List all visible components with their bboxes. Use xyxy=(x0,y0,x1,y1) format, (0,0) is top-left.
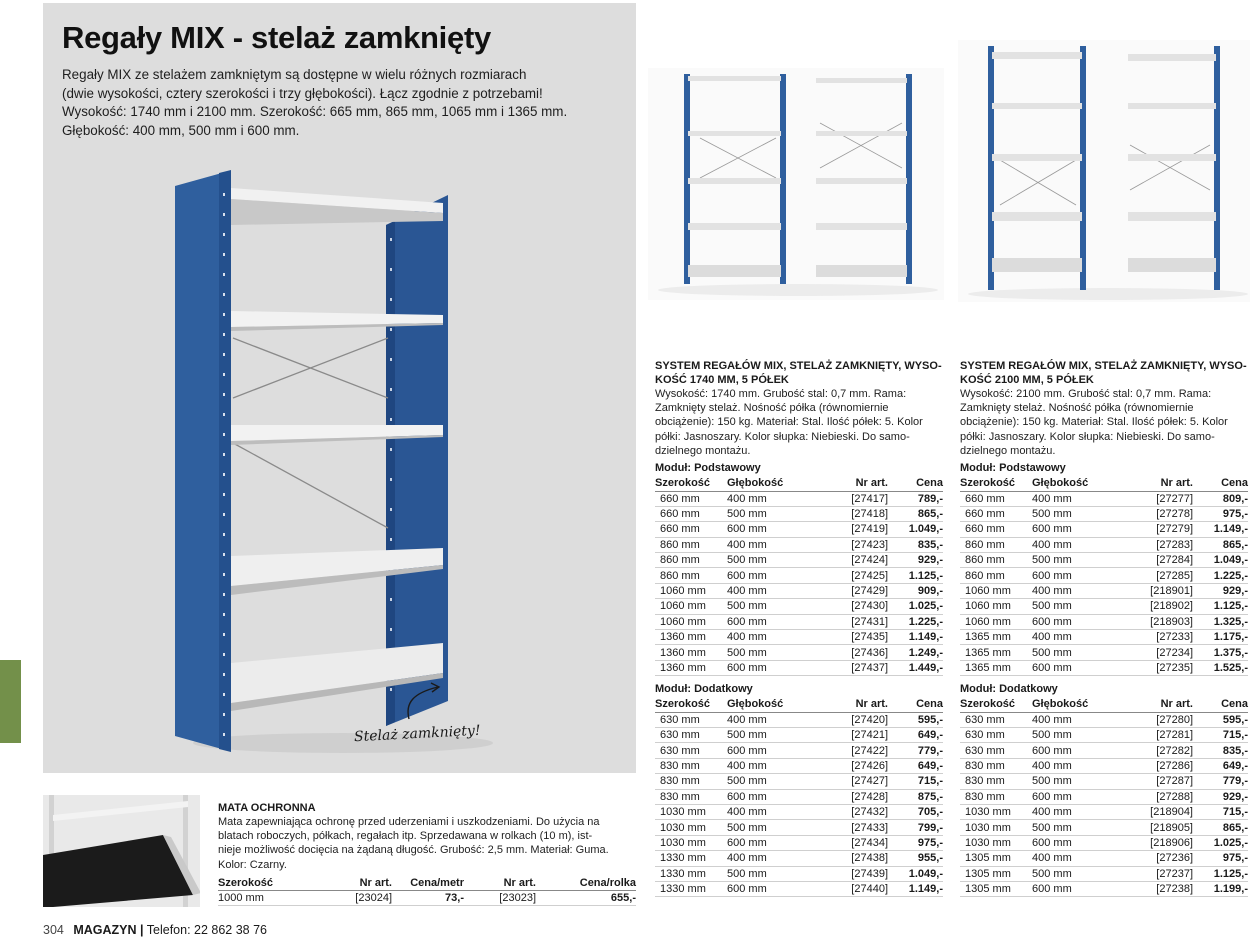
page-title: Regały MIX - stelaż zamknięty xyxy=(62,20,491,55)
table-row: 660 mm 500 mm [27418] 865,- xyxy=(655,506,943,521)
price-table-basic xyxy=(960,475,1248,676)
mat-section xyxy=(218,801,636,906)
table-row: 1060 mm 500 mm [27430] 1.025,- xyxy=(655,599,943,614)
table-row: 860 mm 600 mm [27285] 1.225,- xyxy=(960,568,1248,583)
table-row: 830 mm 500 mm [27427] 715,- xyxy=(655,774,943,789)
module-label-basic: Moduł: Podstawowy xyxy=(655,462,761,475)
table-row: 1360 mm 400 mm [27435] 1.149,- xyxy=(655,630,943,645)
product-image-1740 xyxy=(648,68,944,300)
table-row: 660 mm 400 mm [27277] 809,- xyxy=(960,491,1248,506)
product-image-2100 xyxy=(958,40,1250,302)
mat-price-table xyxy=(218,875,636,907)
mat-description: Mata zapewniająca ochronę przed uderzeniami i uszkodzeniami. Do użycia na blatach roboczych, półkach, regałach itp. Sprzedawana w rolkach (10 m), ist- nieje możliwość docięcia na żądaną długość. Grubość: 2,5 mm. Materiał: Guma. Kolor: Czarny. xyxy=(218,816,609,871)
hero-description: Regały MIX ze stelażem zamkniętym są dostępne w wielu różnych rozmiarach (dwie wysokości, cztery szerokości i trzy głębokości). Łącz zgodnie z potrzebami! Wysokość: 1740 mm i 2100 mm. Szerokość: 665 mm, 865 mm, 1065 mm i 1365 mm. Głębokość: 400 mm, 500 mm i 600 mm. xyxy=(62,67,568,138)
table-row: 1030 mm 400 mm [27432] 705,- xyxy=(655,805,943,820)
table-row: 830 mm 400 mm [27286] 649,- xyxy=(960,758,1248,773)
table-row: 660 mm 500 mm [27278] 975,- xyxy=(960,506,1248,521)
table-row: 1330 mm 500 mm [27439] 1.049,- xyxy=(655,866,943,881)
price-table-basic xyxy=(655,475,943,676)
table-row: 830 mm 500 mm [27287] 779,- xyxy=(960,774,1248,789)
table-row: 1060 mm 400 mm [27429] 909,- xyxy=(655,583,943,598)
table-row: 1060 mm 600 mm [27431] 1.225,- xyxy=(655,614,943,629)
footer-brand: MAGAZYN | xyxy=(73,923,144,937)
table-row: 1305 mm 400 mm [27236] 975,- xyxy=(960,851,1248,866)
table-row: 660 mm 600 mm [27279] 1.149,- xyxy=(960,522,1248,537)
table-row: 660 mm 600 mm [27419] 1.049,- xyxy=(655,522,943,537)
table-row: 860 mm 500 mm [27284] 1.049,- xyxy=(960,553,1248,568)
table-row: 1030 mm 400 mm [218904] 715,- xyxy=(960,805,1248,820)
table-row: 630 mm 600 mm [27422] 779,- xyxy=(655,743,943,758)
table-row: 860 mm 400 mm [27423] 835,- xyxy=(655,537,943,552)
product-description: Wysokość: 1740 mm. Grubość stal: 0,7 mm. Rama: Zamknięty stelaż. Nośność półka (równomiernie obciążenie): 150 kg. Materiał: Stal. Ilość półek: 5. Kolor półki: Jasnoszary. Kolor słupka: Niebieski. Do samo- dzielnego montażu. xyxy=(655,388,923,457)
product-title: SYSTEM REGAŁÓW MIX, STELAŻ ZAMKNIĘTY, WYSO- KOŚĆ 2100 MM, 5 PÓŁEK xyxy=(960,360,1247,386)
module-label-extra: Moduł: Dodatkowy xyxy=(960,683,1058,696)
module-label-basic: Moduł: Podstawowy xyxy=(960,462,1066,475)
table-row: 1305 mm 600 mm [27238] 1.199,- xyxy=(960,882,1248,897)
price-table-extra xyxy=(960,696,1248,897)
table-row: 860 mm 600 mm [27425] 1.125,- xyxy=(655,568,943,583)
table-row: 830 mm 400 mm [27426] 649,- xyxy=(655,758,943,773)
table-row: 1365 mm 500 mm [27234] 1.375,- xyxy=(960,645,1248,660)
callout-label: Stelaż zamknięty! xyxy=(353,722,481,746)
table-row: 830 mm 600 mm [27288] 929,- xyxy=(960,789,1248,804)
page-number: 304 xyxy=(43,923,64,937)
table-row: 1365 mm 400 mm [27233] 1.175,- xyxy=(960,630,1248,645)
table-row: 1305 mm 500 mm [27237] 1.125,- xyxy=(960,866,1248,881)
table-row: 1030 mm 500 mm [218905] 865,- xyxy=(960,820,1248,835)
table-row: 1030 mm 600 mm [27434] 975,- xyxy=(655,835,943,850)
table-row: 830 mm 600 mm [27428] 875,- xyxy=(655,789,943,804)
footer-phone[interactable]: Telefon: 22 862 38 76 xyxy=(146,923,268,937)
table-row: 860 mm 500 mm [27424] 929,- xyxy=(655,553,943,568)
table-row: 1360 mm 600 mm [27437] 1.449,- xyxy=(655,660,943,675)
table-row: 1060 mm 600 mm [218903] 1.325,- xyxy=(960,614,1248,629)
table-row: 630 mm 500 mm [27281] 715,- xyxy=(960,728,1248,743)
table-row: 1060 mm 500 mm [218902] 1.125,- xyxy=(960,599,1248,614)
page-footer xyxy=(43,923,267,937)
mat-product-image xyxy=(43,795,200,907)
product-title: SYSTEM REGAŁÓW MIX, STELAŻ ZAMKNIĘTY, WYSO- KOŚĆ 1740 MM, 5 PÓŁEK xyxy=(655,360,942,386)
table-row: 1000 mm [23024] 73,- [23023] 655,- xyxy=(218,892,636,905)
table-row: 630 mm 500 mm [27421] 649,- xyxy=(655,728,943,743)
module-label-extra: Moduł: Dodatkowy xyxy=(655,683,753,696)
product-description: Wysokość: 2100 mm. Grubość stal: 0,7 mm. Rama: Zamknięty stelaż. Nośność półka (równomiernie obciążenie): 150 kg. Materiał: Stal. Ilość półek: 5. Kolor półki: Jasnoszary. Kolor słupka: Niebieski. Do samo- dzielnego montażu. xyxy=(960,388,1228,457)
table-header-row: Szerokość Głębokość Nr art. Cena xyxy=(960,696,1248,712)
table-row: 660 mm 400 mm [27417] 789,- xyxy=(655,491,943,506)
price-table-extra xyxy=(655,696,943,897)
mat-title: MATA OCHRONNA xyxy=(218,802,316,814)
table-header-row: Szerokość Głębokość Nr art. Cena xyxy=(960,475,1248,491)
table-row: 1030 mm 600 mm [218906] 1.025,- xyxy=(960,835,1248,850)
table-row: 1030 mm 500 mm [27433] 799,- xyxy=(655,820,943,835)
table-row: 860 mm 400 mm [27283] 865,- xyxy=(960,537,1248,552)
table-row: 1365 mm 600 mm [27235] 1.525,- xyxy=(960,660,1248,675)
product-section-2100 xyxy=(960,359,1248,897)
table-row: 1330 mm 600 mm [27440] 1.149,- xyxy=(655,882,943,897)
section-color-tab xyxy=(0,660,21,743)
product-section-1740 xyxy=(655,359,943,897)
table-row: 630 mm 400 mm [27420] 595,- xyxy=(655,712,943,727)
table-row: 1060 mm 400 mm [218901] 929,- xyxy=(960,583,1248,598)
hero-panel xyxy=(43,3,636,773)
table-row: 1330 mm 400 mm [27438] 955,- xyxy=(655,851,943,866)
table-row: 630 mm 400 mm [27280] 595,- xyxy=(960,712,1248,727)
table-row: 1360 mm 500 mm [27436] 1.249,- xyxy=(655,645,943,660)
table-header-row: Szerokość Głębokość Nr art. Cena xyxy=(655,475,943,491)
table-row: 630 mm 600 mm [27282] 835,- xyxy=(960,743,1248,758)
table-header-row: Szerokość Głębokość Nr art. Cena xyxy=(655,696,943,712)
table-header-row: Szerokość Nr art. Cena/metr Nr art. Cena/rolka xyxy=(218,875,636,891)
